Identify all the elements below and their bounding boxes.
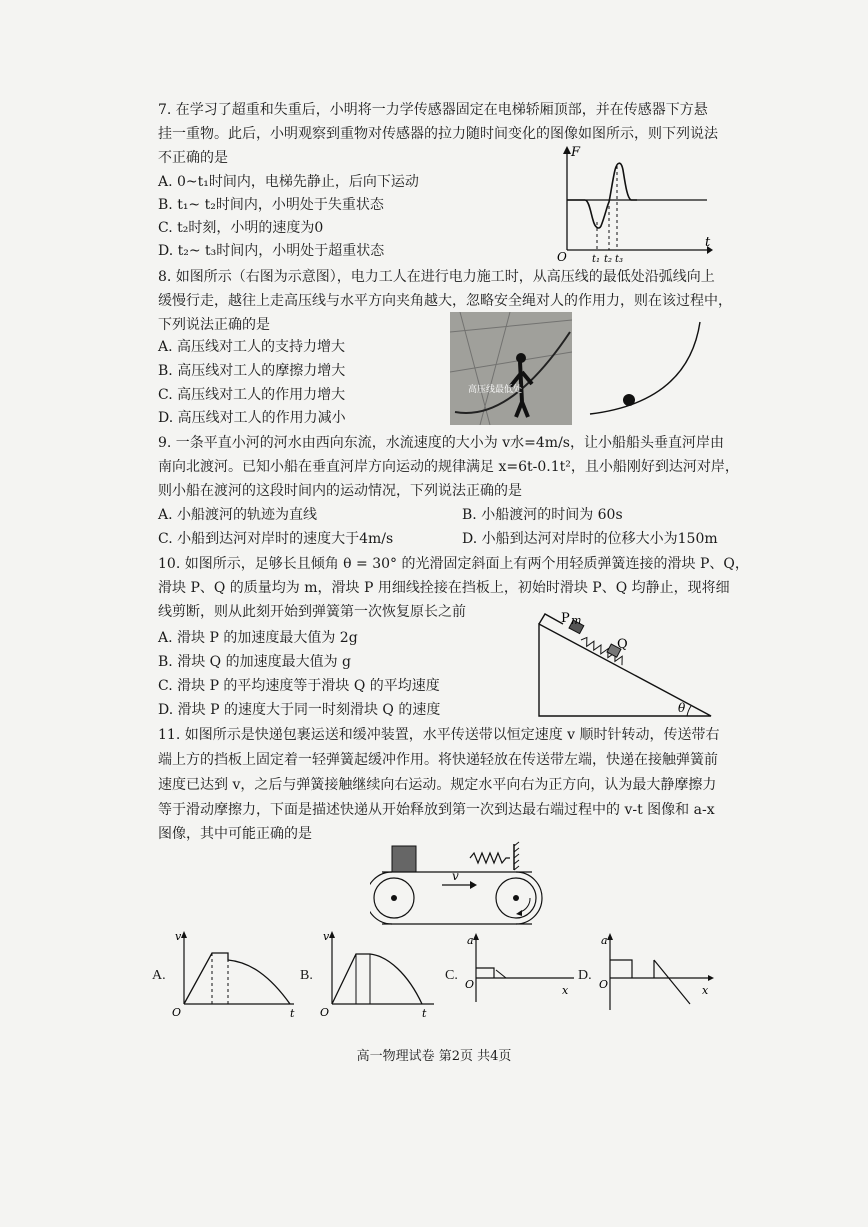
page-footer: 高一物理试卷 第2页 共4页 xyxy=(356,1049,512,1064)
q11-choice-d-letter: D. xyxy=(578,968,592,983)
q7-option-d: D. t₂~ t₃时间内，小明处于超重状态 xyxy=(158,243,385,259)
q11-choice-d-xlabel: x xyxy=(702,984,709,997)
q10-stem-line2: 滑块 P、Q 的质量均为 m，滑块 P 用细线拴接在挡板上，初始时滑块 P、Q 均静止，现将细 xyxy=(158,580,730,596)
q10-label-theta: θ xyxy=(678,701,686,715)
q11-choice-a-graph xyxy=(170,928,300,1020)
q11-choice-c-graph xyxy=(462,930,582,1010)
q7-graph-t3: t₃ xyxy=(615,254,624,262)
q8-option-b: B. 高压线对工人的摩擦力增大 xyxy=(158,363,346,379)
q9-stem-line2: 南向北渡河。已知小船在垂直河岸方向运动的规律满足 x=6t-0.1t²，且小船刚好到达河对岸， xyxy=(158,459,739,475)
q11-choice-c-ylabel: a xyxy=(467,934,474,947)
q11-conveyor-diagram xyxy=(370,840,545,930)
q11-stem-line3: 速度已达到 v，之后与弹簧接触继续向右运动。规定水平向右为正方向，认为最大静摩擦力 xyxy=(158,777,717,793)
q7-option-c: C. t₂时刻，小明的速度为0 xyxy=(158,220,324,236)
q9-option-c: C. 小船到达河对岸时的速度大于4m/s xyxy=(158,531,394,547)
q11-choice-c-xlabel: x xyxy=(562,984,569,997)
q11-choice-d-ylabel: a xyxy=(601,934,608,947)
q11-choice-d-graph xyxy=(596,930,716,1014)
q8-photo-caption: 高压线最低处 xyxy=(468,385,523,395)
q11-stem-line4: 等于滑动摩擦力，下面是描述快递从开始释放到第一次到达最右端过程中的 v-t 图像和 a-x xyxy=(158,802,715,818)
q10-label-m: m xyxy=(571,614,582,627)
q9-option-d: D. 小船到达河对岸时的位移大小为150m xyxy=(462,531,718,547)
q8-option-d: D. 高压线对工人的作用力减小 xyxy=(158,410,346,426)
q8-arc-diagram xyxy=(588,318,710,418)
q11-choice-a-xlabel: t xyxy=(290,1007,295,1020)
q7-graph-t2: t₂ xyxy=(604,254,613,262)
q8-option-c: C. 高压线对工人的作用力增大 xyxy=(158,387,346,403)
q10-stem-line3: 线剪断，则从此刻开始到弹簧第一次恢复原长之前 xyxy=(158,604,466,620)
q7-option-a: A. 0~t₁时间内，电梯先静止，后向下运动 xyxy=(158,174,419,190)
q10-stem-line1: 10. 如图所示，足够长且倾角 θ = 30° 的光滑固定斜面上有两个用轻质弹簧连接的滑块 P、Q， xyxy=(158,556,749,572)
q7-option-b: B. t₁~ t₂时间内，小明处于失重状态 xyxy=(158,197,384,213)
q11-choice-b-ylabel: v xyxy=(323,930,330,943)
q9-option-b: B. 小船渡河的时间为 60s xyxy=(462,507,623,523)
q10-option-d: D. 滑块 P 的速度大于同一时刻滑块 Q 的速度 xyxy=(158,702,441,718)
q7-graph-ylabel: F xyxy=(571,145,581,160)
q10-option-c: C. 滑块 P 的平均速度等于滑块 Q 的平均速度 xyxy=(158,678,440,694)
q11-choice-b-origin: O xyxy=(320,1006,330,1019)
q11-choice-b-graph xyxy=(318,928,438,1020)
q8-option-a: A. 高压线对工人的支持力增大 xyxy=(158,339,346,355)
q11-choice-a-letter: A. xyxy=(152,968,166,983)
q9-stem-line3: 则小船在渡河的这段时间内的运动情况，下列说法正确的是 xyxy=(158,483,522,499)
q10-label-q: Q xyxy=(617,637,628,652)
q11-choice-a-ylabel: v xyxy=(175,930,182,943)
q10-option-b: B. 滑块 Q 的加速度最大值为 g xyxy=(158,654,351,670)
q7-graph-t1: t₁ xyxy=(592,254,601,262)
q8-stem-line2: 缓慢行走，越往上走高压线与水平方向夹角越大，忽略安全绳对人的作用力，则在该过程中， xyxy=(158,293,732,309)
q11-choice-a-origin: O xyxy=(172,1006,182,1019)
q11-stem-line5: 图像，其中可能正确的是 xyxy=(158,826,312,842)
q8-stem-line1: 8. 如图所示（右图为示意图），电力工人在进行电力施工时，从高压线的最低处沿弧线向上 xyxy=(158,269,715,285)
q11-choice-b-xlabel: t xyxy=(422,1007,427,1020)
q7-stem-line2: 挂一重物。此后，小明观察到重物对传感器的拉力随时间变化的图像如图所示，则下列说法 xyxy=(158,126,718,142)
q7-graph-origin: O xyxy=(557,250,567,262)
q11-choice-d-origin: O xyxy=(599,978,609,991)
q11-stem-line2: 端上方的挡板上固定着一轻弹簧起缓冲作用。将快递轻放在传送带左端，快递在接触弹簧前 xyxy=(158,752,718,768)
q8-worker-photo xyxy=(450,312,572,425)
q10-label-p: P xyxy=(561,611,570,626)
q11-stem-line1: 11. 如图所示是快递包裹运送和缓冲装置，水平传送带以恒定速度 v 顺时针转动，传送带右 xyxy=(158,727,720,743)
q8-stem-line3: 下列说法正确的是 xyxy=(158,317,270,333)
q7-graph-xlabel: t xyxy=(705,235,711,250)
q7-stem-line3: 不正确的是 xyxy=(158,150,228,166)
q9-stem-line1: 9. 一条平直小河的河水由西向东流，水流速度的大小为 v水=4m/s，让小船船头垂直河岸由 xyxy=(158,435,724,451)
q11-belt-velocity-label: v xyxy=(452,869,459,883)
q7-force-time-graph xyxy=(555,142,715,262)
q7-stem-line1: 7. 在学习了超重和失重后，小明将一力学传感器固定在电梯轿厢顶部，并在传感器下方悬 xyxy=(158,102,708,118)
q9-option-a: A. 小船渡河的轨迹为直线 xyxy=(158,507,318,523)
q11-choice-b-letter: B. xyxy=(300,968,313,983)
q11-choice-c-letter: C. xyxy=(445,968,458,983)
q10-incline-diagram xyxy=(533,608,718,720)
q11-choice-c-origin: O xyxy=(465,978,475,991)
q10-option-a: A. 滑块 P 的加速度最大值为 2g xyxy=(158,630,358,646)
